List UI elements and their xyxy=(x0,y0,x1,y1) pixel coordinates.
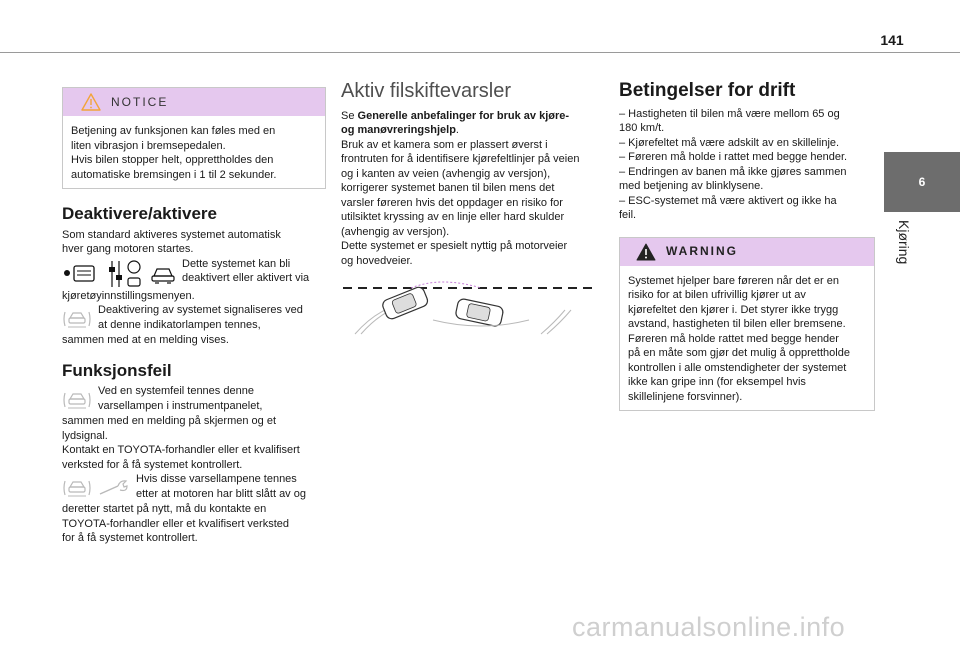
car-front-icon xyxy=(150,263,176,285)
lane-line: utilsiktet kryssing av en linje eller hard skulder xyxy=(341,211,565,223)
notice-header xyxy=(63,88,325,116)
lane-ref-link[interactable]: og manøvreringshjelp xyxy=(341,124,456,136)
deactivate-intro-line: Som standard aktiveres systemet automatisk xyxy=(62,228,281,241)
deactivate-heading: Deaktivere/aktivere xyxy=(62,204,218,223)
conditions-heading: Betingelser for drift xyxy=(619,80,796,101)
warning-line: Føreren må holde rattet med begge hender xyxy=(628,332,839,345)
wrench-icon xyxy=(96,477,130,499)
warning-line: skillelinjene forsvinner). xyxy=(628,390,743,403)
lane-line: frontruten for å identifisere kjørefeltlinjer på veien xyxy=(341,153,580,165)
fault-restart-line: Hvis disse varsellampene tennes xyxy=(136,473,297,485)
lane-ref-link[interactable]: Generelle anbefalinger for bruk av kjøre- xyxy=(357,109,570,122)
fault-warning-icons xyxy=(62,386,92,414)
vehicle-settings-icon xyxy=(62,262,102,286)
indicator-line: at denne indikatorlampen tennes, xyxy=(98,318,261,331)
sliders-icon xyxy=(106,259,146,289)
settings-menu-line: deaktivert eller aktivert via xyxy=(182,272,310,284)
fault-contact-line: verksted for å få systemet kontrollert. xyxy=(62,458,243,471)
fault-line: sammen med en melding på skjermen og et xyxy=(62,415,276,427)
column-middle xyxy=(341,80,599,341)
lane-line: Bruk av et kamera som er plassert øverst i xyxy=(341,138,548,151)
chapter-tab[interactable] xyxy=(884,152,960,212)
notice-line: Betjening av funksjonen kan føles med en xyxy=(71,125,276,137)
fault-restart-line: etter at motoren har blitt slått av og xyxy=(136,487,306,500)
indicator-tail: sammen med at en melding vises. xyxy=(62,334,229,346)
notice-line: liten vibrasjon i bremsepedalen. xyxy=(71,139,226,152)
lane-line: korrigerer systemet banen til bilen mens det xyxy=(341,182,555,194)
warning-triangle-icon xyxy=(81,93,101,111)
fault-restart-icons xyxy=(62,474,130,502)
fault-restart-line: TOYOTA-forhandler eller et kvalifisert verksted xyxy=(62,517,290,530)
lane-line: og hovedveier. xyxy=(341,254,413,267)
warning-line: avstand, hastigheten til bilen eller bremsene. xyxy=(628,318,846,330)
indicator-line: Deaktivering av systemet signaliseres ved xyxy=(98,304,303,316)
watermark: carmanualsonline.info xyxy=(572,612,846,642)
warning-triangle-icon xyxy=(636,243,656,261)
deactivate-intro-line: hver gang motoren startes. xyxy=(62,243,194,255)
indicator-paragraph xyxy=(62,303,326,348)
fault-contact-line: Kontakt en TOYOTA-forhandler eller et kvalifisert xyxy=(62,444,300,456)
chapter-title: Kjøring xyxy=(896,220,912,265)
warning-header xyxy=(620,238,874,266)
settings-menu-line: Dette systemet kan bli xyxy=(182,257,291,270)
fault-restart-line: for å få systemet kontrollert. xyxy=(62,532,198,544)
notice-title: NOTICE xyxy=(111,94,169,109)
lane-reference xyxy=(341,109,599,124)
fault-paragraph-1 xyxy=(62,384,326,443)
settings-menu-tail: kjøretøyinnstillingsmenyen. xyxy=(62,289,195,302)
chapter-number: 6 xyxy=(918,175,926,189)
list-item: – Kjørefeltet må være adskilt av en skillelinje. xyxy=(619,136,840,149)
fault-heading: Funksjonsfeil xyxy=(62,360,172,380)
list-item: med betjening av blinklysene. xyxy=(619,180,764,192)
notice-body xyxy=(63,116,325,188)
fault-line: lydsignal. xyxy=(62,429,108,442)
list-item: – ESC-systemet må være aktivert og ikke ha xyxy=(619,194,837,207)
lane-correction-illustration xyxy=(341,280,597,336)
lane-ref-suffix: . xyxy=(455,124,459,136)
settings-menu-paragraph xyxy=(62,257,326,304)
lane-assist-fault-icon xyxy=(62,475,92,501)
warning-body xyxy=(620,266,874,411)
column-left xyxy=(62,87,326,546)
notice-line: Hvis bilen stopper helt, opprettholdes den xyxy=(71,154,274,166)
conditions-list xyxy=(619,107,875,223)
fault-paragraph-3 xyxy=(62,472,326,546)
notice-callout xyxy=(62,87,326,189)
list-item: feil. xyxy=(619,209,637,221)
warning-line: kontrollen i alle omstendigheter der systemet xyxy=(628,361,847,374)
warning-line: på en måte som gjør det mulig å opprettholde xyxy=(628,347,850,359)
settings-icons xyxy=(62,259,176,289)
lane-assist-warning-icon xyxy=(62,387,92,413)
warning-line: risiko for at bilen ufrivillig kjører ut av xyxy=(628,289,806,301)
list-item: – Føreren må holde i rattet med begge hender. xyxy=(619,151,848,163)
lane-line: varsler føreren hvis det oppdager en risiko for xyxy=(341,196,563,209)
warning-title: WARNING xyxy=(666,244,738,259)
column-right xyxy=(619,80,875,411)
lane-assist-off-icon xyxy=(62,306,92,332)
fault-line: varsellampen i instrumentpanelet, xyxy=(98,399,263,412)
lane-line: og i kanten av veien (avhengig av versjon), xyxy=(341,167,551,180)
fault-restart-line: deretter startet på nytt, må du kontakte en xyxy=(62,503,267,515)
notice-line: automatiske bremsingen i 1 til 2 sekunder. xyxy=(71,168,277,181)
lane-line: (avhengig av versjon). xyxy=(341,225,450,238)
lane-line: Dette systemet er spesielt nyttig på motorveier xyxy=(341,240,568,252)
warning-line: ikke kan gripe inn (for eksempel hvis xyxy=(628,376,806,388)
warning-line: kjørefeltet den kjører i. Det styrer ikke trygg xyxy=(628,303,839,316)
fault-line: Ved en systemfeil tennes denne xyxy=(98,385,254,397)
list-item: – Endringen av banen må ikke gjøres sammen xyxy=(619,165,847,178)
indicator-icons xyxy=(62,305,92,333)
list-item: – Hastigheten til bilen må være mellom 65 og xyxy=(619,107,840,120)
top-divider xyxy=(0,52,960,53)
warning-line: Systemet hjelper bare føreren når det er en xyxy=(628,274,839,287)
lane-reference-cont xyxy=(341,123,599,138)
page-number: 141 xyxy=(880,32,904,48)
lane-ref-prefix: Se xyxy=(341,109,358,122)
lane-heading: Aktiv filskiftevarsler xyxy=(341,80,512,102)
list-item: 180 km/t. xyxy=(619,122,665,134)
warning-callout xyxy=(619,237,875,412)
